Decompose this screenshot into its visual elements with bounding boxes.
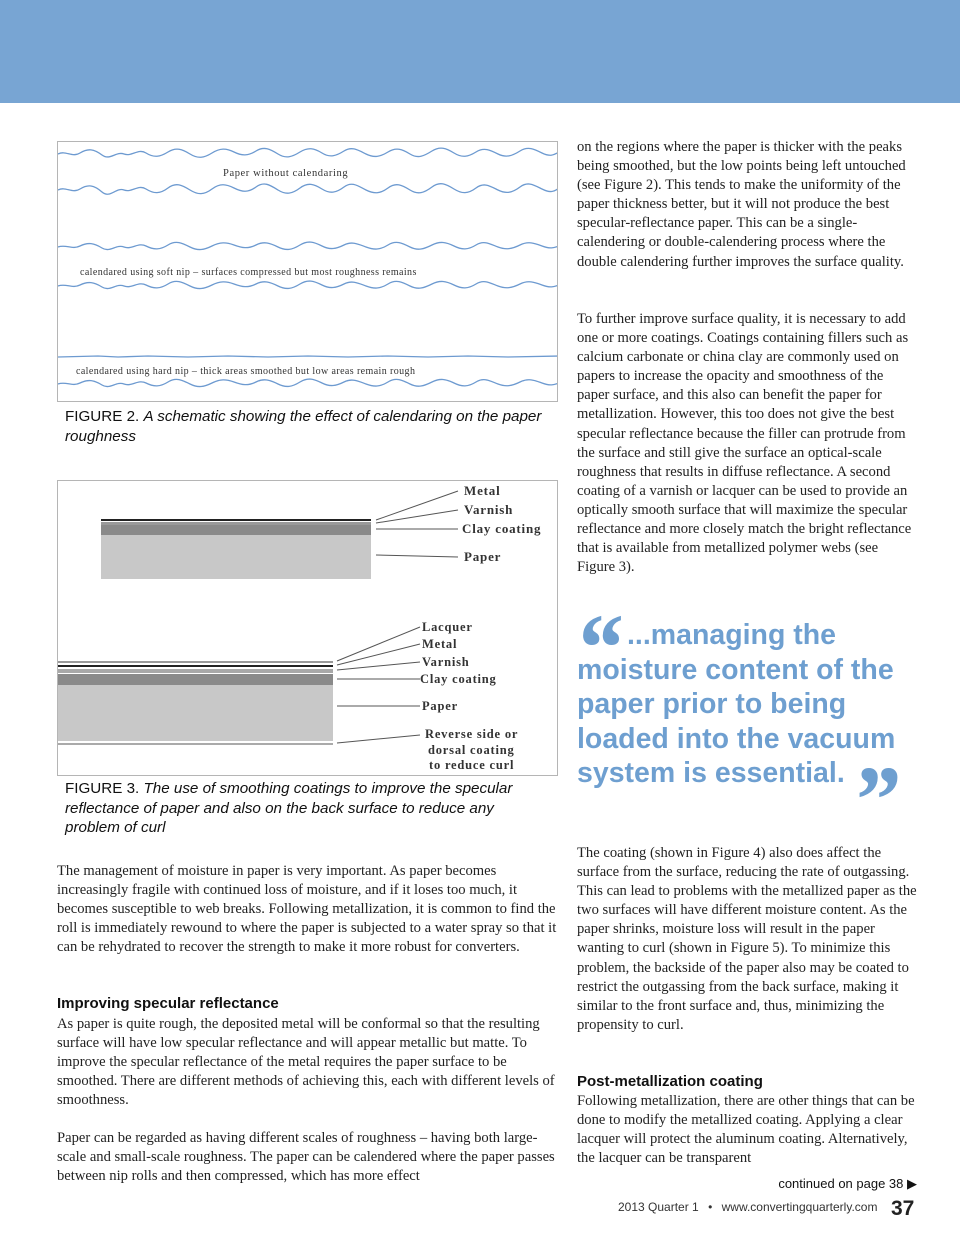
bottom-label-varnish: Varnish — [422, 655, 470, 669]
top-stack-varnish-layer — [101, 522, 371, 525]
bottom-label-lacquer: Lacquer — [422, 620, 473, 634]
figure-2-caption — [65, 407, 545, 446]
figure-2-caption-label: FIGURE 2. — [65, 408, 140, 425]
close-quote-icon: ” — [851, 746, 899, 853]
bottom-label-reverse-3: to reduce curl — [429, 758, 515, 772]
soft-nip-bottom-edge — [58, 281, 558, 289]
top-arrow-metal — [376, 491, 458, 520]
right-paragraph-calendering: on the regions where the paper is thicker with the peaks being smoothed, but the low points being left untouched (see Figure 2). This tends to make the uniformity of the paper thickness better, but it will not produce the best specular-reflectance paper. This can be a single-calendering or double-calendering process where the double calendering further improves the surface quality. — [577, 139, 906, 270]
figure-2-label-mid: calendared using soft nip – surfaces compressed but most roughness remains — [80, 267, 417, 278]
hard-nip-top-edge — [58, 356, 558, 357]
top-label-varnish: Varnish — [464, 502, 514, 517]
top-stack-metal-layer — [101, 519, 371, 521]
top-arrow-varnish — [376, 510, 458, 523]
bottom-stack-metal-layer — [58, 665, 333, 667]
bottom-arrow-lacquer — [337, 627, 420, 661]
footer-issue: 2013 Quarter 1 — [618, 1200, 699, 1214]
bottom-label-paper: Paper — [422, 699, 458, 713]
figure-3-caption — [65, 779, 550, 838]
figure-2-label-bottom: calendared using hard nip – thick areas smoothed but low areas remain rough — [76, 366, 416, 377]
footer-issue-line — [618, 1200, 877, 1214]
figure-2-image — [57, 141, 558, 402]
footer-url[interactable]: www.convertingquarterly.com — [721, 1200, 878, 1214]
top-arrow-paper — [376, 555, 458, 557]
bottom-arrow-metal — [337, 644, 420, 665]
bottom-label-clay: Clay coating — [420, 672, 497, 686]
header-banner — [0, 0, 960, 103]
figure-2-drawing — [58, 142, 558, 402]
top-label-paper: Paper — [464, 549, 502, 564]
left-paragraph-moisture: The management of moisture in paper is very important. As paper becomes increasingly fragile with continued loss of moisture, and if it loses too much, it becomes susceptible to web breaks. Following metallization, it is common to find the roll is immediately rewound to where the paper is subjected to a water spray so that it can be rehydrated to recover the strength to make it more robust for converters. — [57, 863, 557, 956]
heading-improving-specular-reflectance: Improving specular reflectance — [57, 995, 279, 1012]
bottom-arrow-reverse — [337, 735, 420, 743]
bottom-label-reverse-1: Reverse side or — [425, 727, 519, 741]
figure-3-caption-label: FIGURE 3. — [65, 780, 140, 797]
hard-nip-bottom-edge — [58, 379, 558, 387]
bottom-stack-varnish-layer — [58, 669, 333, 673]
bottom-stack-clay-layer — [58, 674, 333, 685]
bottom-arrow-varnish — [337, 662, 420, 670]
bottom-label-reverse-2: dorsal coating — [428, 743, 515, 757]
continued-link[interactable]: continued on page 38 ▶ — [778, 1176, 917, 1191]
figure-3-drawing — [58, 481, 558, 776]
left-paragraph-specular: As paper is quite rough, the deposited metal will be conformal so that the resulting surface will have low specular reflectance and will appear metallic but matte. To improve the specular reflectance of the metal requires the paper surface to be smoothed. There are different methods of achieving this, each with different levels of smoothness. — [57, 1016, 555, 1109]
figure-2-caption-text: A schematic showing the effect of calendaring on the paper roughness — [65, 408, 542, 445]
bottom-stack-paper-layer — [58, 685, 333, 741]
top-label-metal: Metal — [464, 483, 501, 498]
top-stack-paper-layer — [101, 535, 371, 579]
rough-paper-top-edge — [58, 148, 558, 157]
left-paragraph-roughness: Paper can be regarded as having different scales of roughness – having both large-scale and small-scale roughness. The paper can be calendered where the paper passes between nip rolls and then compressed, which has more effect — [57, 1130, 555, 1185]
figure-3-caption-text: The use of smoothing coatings to improve the specular reflectance of paper and also on the back surface to reduce any problem of curl — [65, 780, 513, 836]
bottom-stack-lacquer-layer — [58, 661, 333, 663]
top-stack-clay-layer — [101, 525, 371, 535]
open-quote-icon: “ — [574, 594, 622, 701]
bottom-label-metal: Metal — [422, 637, 458, 651]
pull-quote-text: ...managing the moisture content of the paper prior to being loaded into the vacuum system is essential. — [577, 619, 896, 789]
page-number: 37 — [891, 1197, 915, 1220]
right-paragraph-coatings: To further improve surface quality, it is necessary to add one or more coatings. Coatings containing fillers such as calcium carbonate or china clay are commonly used on papers to increase the opacity and smoothness of the paper surface, and this also can benefit the paper for metallization. However, this too does not give the best specular reflectance because the filler can protrude from the surface and still give the surface an optical-scale roughness that results in diffuse reflectance. A second coating of a varnish or lacquer can be used to provide an optically smooth surface that will maximize the specular reflectance and more closely match the bright reflectance that is available from metallized polymer webs (see Figure 3). — [577, 311, 912, 576]
top-label-clay: Clay coating — [462, 521, 542, 536]
right-paragraph-lacquer: Following metallization, there are other things that can be done to modify the metallized coating. Applying a clear lacquer will protect the aluminum coating. Alternatively, the lacquer can be transparent — [577, 1093, 915, 1167]
figure-2-label-top: Paper without calendaring — [223, 168, 349, 179]
footer-separator: • — [708, 1200, 713, 1214]
soft-nip-top-edge — [58, 242, 558, 250]
rough-paper-bottom-edge — [58, 184, 558, 195]
bottom-stack-reverse-coating — [58, 743, 333, 745]
figure-3-image — [57, 480, 558, 776]
right-paragraph-outgassing: The coating (shown in Figure 4) also does affect the surface from the surface, reducing the rate of outgassing. This can lead to problems with the metallized paper as the two surfaces will have different moisture content. As the paper shrinks, moisture loss will result in the paper wanting to curl (shown in Figure 5). To minimize this problem, the backside of the paper also may be coated to restrict the outgassing from the back surface, making it similar to the front surface and, thus, minimizing the propensity to curl. — [577, 845, 917, 1033]
heading-post-metallization-coating: Post-metallization coating — [577, 1073, 763, 1090]
